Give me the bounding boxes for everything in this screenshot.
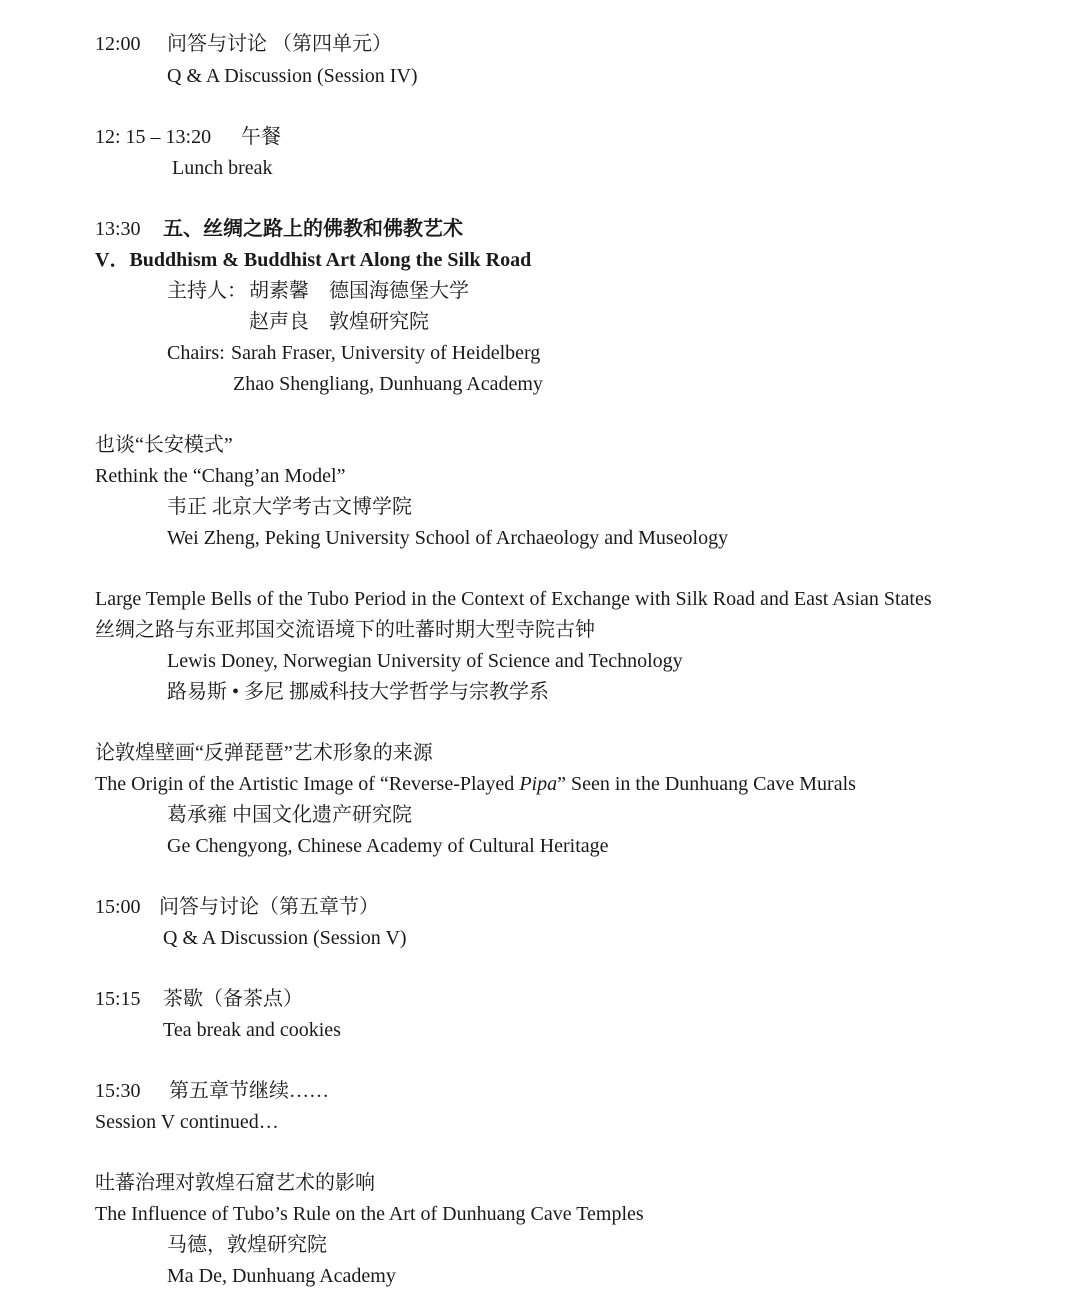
chairs-zh-label: 主持人：: [167, 280, 247, 302]
chairs-en-label: Chairs:: [167, 342, 225, 364]
chair1-zh: 胡素馨 德国海德堡大学: [249, 280, 469, 302]
qa4-time: 12:00: [95, 33, 141, 55]
talk4-speaker-zh: 马德，敦煌研究院: [167, 1234, 327, 1256]
talk1-speaker-zh: 韦正 北京大学考古文博学院: [167, 496, 412, 518]
talk2-title-en: Large Temple Bells of the Tubo Period in the Context of Exchange with Silk Road and East Asian States: [95, 588, 932, 610]
qa5-title-zh: 问答与讨论（第五章节）: [159, 896, 379, 918]
talk4-speaker-en: Ma De, Dunhuang Academy: [167, 1265, 396, 1287]
chair1-en: Sarah Fraser, University of Heidelberg: [231, 342, 541, 364]
session5-time: 13:30: [95, 218, 141, 240]
lunch-title-en: Lunch break: [172, 157, 273, 179]
talk3-title-zh: 论敦煌壁画“反弹琵琶”艺术形象的来源: [95, 742, 433, 764]
talk1-title-en: Rethink the “Chang’an Model”: [95, 465, 346, 487]
talk4-title-zh: 吐蕃治理对敦煌石窟艺术的影响: [95, 1172, 375, 1194]
cont-time: 15:30: [95, 1080, 141, 1102]
qa5-title-en: Q & A Discussion (Session V): [163, 927, 407, 949]
qa5-time: 15:00: [95, 896, 141, 918]
session5-title-en: V．Buddhism & Buddhist Art Along the Silk Road: [95, 249, 532, 271]
talk3-title-en-italic: Pipa: [519, 773, 558, 795]
talk2-title-zh: 丝绸之路与东亚邦国交流语境下的吐蕃时期大型寺院古钟: [95, 619, 595, 641]
talk3-title-en-part-b: ” Seen in the Dunhuang Cave Murals: [557, 773, 856, 795]
cont-title-zh: 第五章节继续……: [169, 1080, 329, 1102]
talk3-speaker-zh: 葛承雍 中国文化遗产研究院: [167, 804, 412, 826]
talk1-title-zh: 也谈“长安模式”: [95, 434, 233, 456]
lunch-time: 12: 15 – 13:20: [95, 126, 212, 148]
talk3-title-en: [95, 772, 856, 796]
chair2-zh: 赵声良 敦煌研究院: [249, 311, 429, 333]
tea-title-en: Tea break and cookies: [163, 1019, 341, 1041]
talk3-title-en-part-a: The Origin of the Artistic Image of “Reverse-Played: [95, 773, 520, 795]
chair2-en: Zhao Shengliang, Dunhuang Academy: [233, 373, 543, 395]
talk3-speaker-en: Ge Chengyong, Chinese Academy of Cultural Heritage: [167, 835, 609, 857]
qa4-title-zh: 问答与讨论 （第四单元）: [167, 33, 392, 55]
talk2-speaker-en: Lewis Doney, Norwegian University of Science and Technology: [167, 650, 683, 672]
tea-time: 15:15: [95, 988, 141, 1010]
talk1-speaker-en: Wei Zheng, Peking University School of Archaeology and Museology: [167, 527, 729, 549]
talk4-title-en: The Influence of Tubo’s Rule on the Art of Dunhuang Cave Temples: [95, 1203, 644, 1225]
lunch-title-zh: 午餐: [241, 126, 281, 148]
tea-title-zh: 茶歇（备茶点）: [163, 988, 303, 1010]
qa4-title-en: Q & A Discussion (Session IV): [167, 65, 418, 87]
cont-title-en: Session V continued…: [95, 1111, 279, 1133]
session5-title-zh: 五、丝绸之路上的佛教和佛教艺术: [163, 218, 463, 240]
talk2-speaker-zh: 路易斯 • 多尼 挪威科技大学哲学与宗教学系: [167, 681, 550, 703]
